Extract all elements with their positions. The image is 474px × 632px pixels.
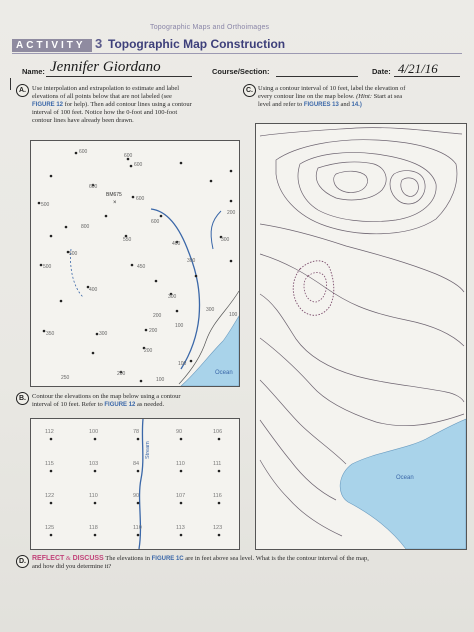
svg-text:800: 800 <box>81 224 90 230</box>
section-b-marker: B. <box>16 392 29 405</box>
svg-text:600: 600 <box>79 149 88 155</box>
name-underline <box>46 76 192 77</box>
svg-text:500: 500 <box>41 202 50 208</box>
svg-text:112: 112 <box>45 429 54 435</box>
name-handwritten[interactable]: Jennifer Giordano <box>50 59 161 75</box>
svg-text:125: 125 <box>45 525 55 531</box>
grid-values <box>45 429 222 531</box>
svg-text:200: 200 <box>144 348 153 354</box>
figure-12-ref: FIGURE 12 <box>32 102 64 108</box>
section-a-line-1: Use interpolation and extrapolation to estimate and label <box>32 85 180 92</box>
section-c-map <box>255 123 467 550</box>
section-d-line-2: and how did you determine it? <box>32 563 112 570</box>
svg-text:600: 600 <box>134 162 143 168</box>
svg-text:600: 600 <box>151 219 160 225</box>
benchmark-label: BM675 <box>106 192 122 198</box>
section-a-map-svg <box>31 141 239 386</box>
book-section-header: Topographic Maps and Orthoimages <box>150 24 270 31</box>
activity-label: ACTIVITY <box>12 39 92 52</box>
section-d-instructions <box>32 555 462 571</box>
svg-text:90: 90 <box>176 429 183 435</box>
section-b-instructions <box>32 393 237 409</box>
figure-14-ref: 14.) <box>351 102 362 108</box>
section-d-marker: D. <box>16 555 29 568</box>
river-line <box>151 209 200 369</box>
section-a-line-5: contour lines have already been drawn. <box>32 117 134 124</box>
svg-text:200: 200 <box>149 328 158 334</box>
svg-text:200: 200 <box>117 371 126 377</box>
svg-text:550: 550 <box>123 237 132 243</box>
course-underline[interactable] <box>276 76 358 77</box>
depression-contour-outer <box>293 261 334 316</box>
svg-text:78: 78 <box>133 429 140 435</box>
svg-text:123: 123 <box>213 525 223 531</box>
svg-text:400: 400 <box>89 287 98 293</box>
section-b-line-2: interval of 10 feet. Refer to FIGURE 12 as needed. <box>32 401 165 408</box>
figure-12-ref-b: FIGURE 12 <box>104 402 136 408</box>
section-a-instructions <box>32 85 237 125</box>
svg-text:300: 300 <box>99 331 108 337</box>
svg-text:500: 500 <box>69 251 78 257</box>
section-c-instructions <box>258 85 464 109</box>
svg-text:100: 100 <box>178 361 187 367</box>
date-handwritten[interactable]: 4/21/16 <box>398 61 438 76</box>
svg-text:103: 103 <box>89 461 99 467</box>
svg-text:118: 118 <box>89 525 98 531</box>
svg-text:300: 300 <box>168 294 177 300</box>
section-d-line-1: REFLECT & DISCUSS The elevations in FIGURE 1C are in feet above sea level. What is the the contour interval of the map, <box>32 555 369 562</box>
section-a-line-4: interval of 100 feet. Notice how the 0-foot and 100-foot <box>32 109 178 116</box>
discuss-label: DISCUSS <box>72 555 104 562</box>
svg-text:100: 100 <box>89 429 99 435</box>
svg-text:300: 300 <box>221 237 230 243</box>
activity-number: 3 <box>95 36 103 51</box>
figure-1c-ref: FIGURE 1C <box>151 556 184 562</box>
svg-text:111: 111 <box>213 461 222 467</box>
svg-text:200: 200 <box>153 313 162 319</box>
figure-13-ref: FIGURES 13 <box>303 102 339 108</box>
svg-text:100: 100 <box>229 312 238 318</box>
svg-text:106: 106 <box>213 429 223 435</box>
svg-text:400: 400 <box>172 241 181 247</box>
course-label: Course/Section: <box>212 67 270 76</box>
svg-text:84: 84 <box>133 461 140 467</box>
section-b-map <box>30 418 240 550</box>
section-c-line-2: every contour line on the map below. (Hint: Start at sea <box>258 93 403 100</box>
section-a-marker: A. <box>16 84 29 97</box>
margin-mark <box>10 78 11 90</box>
activity-header <box>0 33 474 55</box>
page-title: Topographic Map Construction <box>108 37 286 51</box>
svg-text:90: 90 <box>133 493 140 499</box>
svg-text:500: 500 <box>43 264 52 270</box>
section-b-map-svg <box>31 419 239 549</box>
ocean-label-c: Ocean <box>396 475 414 481</box>
svg-text:450: 450 <box>137 264 146 270</box>
section-c-marker: C. <box>243 84 256 97</box>
stream-label: Stream <box>145 441 151 459</box>
svg-text:300: 300 <box>206 307 215 313</box>
svg-text:113: 113 <box>176 525 185 531</box>
svg-text:600: 600 <box>124 153 133 159</box>
section-a-map <box>30 140 240 387</box>
svg-text:200: 200 <box>227 210 236 216</box>
svg-text:110: 110 <box>89 493 98 499</box>
ocean-area-c <box>340 419 466 549</box>
date-label: Date: <box>372 67 391 76</box>
ocean-label-a: Ocean <box>215 370 233 376</box>
depression-contour-inner <box>304 273 327 302</box>
tributary-line <box>211 211 221 249</box>
grid-points <box>50 438 221 537</box>
svg-text:350: 350 <box>46 331 55 337</box>
section-c-map-svg <box>256 124 466 549</box>
svg-text:116: 116 <box>213 493 222 499</box>
svg-text:600: 600 <box>136 196 145 202</box>
benchmark-x-icon: × <box>113 200 117 206</box>
svg-text:122: 122 <box>45 493 55 499</box>
section-a-line-3 <box>32 101 237 109</box>
section-b-line-1: Contour the elevations on the map below using a contour <box>32 393 181 400</box>
svg-text:115: 115 <box>45 461 54 467</box>
header-divider <box>12 53 462 54</box>
reflect-label: REFLECT <box>32 555 65 562</box>
svg-text:110: 110 <box>133 525 142 531</box>
svg-text:600: 600 <box>89 184 98 190</box>
svg-text:107: 107 <box>176 493 186 499</box>
svg-text:100: 100 <box>175 323 184 329</box>
name-label: Name: <box>22 67 45 76</box>
section-a-line-2: elevations of all points below that are not labeled (see <box>32 93 172 100</box>
svg-text:250: 250 <box>61 375 70 381</box>
section-a-line-3-text: for help). Then add contour lines using a contour <box>64 101 192 108</box>
section-c-line-3: level and refer to FIGURES 13 and 14.) <box>258 101 362 108</box>
svg-text:110: 110 <box>176 461 185 467</box>
svg-text:100: 100 <box>156 377 165 383</box>
svg-text:300: 300 <box>187 258 196 264</box>
section-c-line-1: Using a contour interval of 10 feet, label the elevation of <box>258 85 406 92</box>
